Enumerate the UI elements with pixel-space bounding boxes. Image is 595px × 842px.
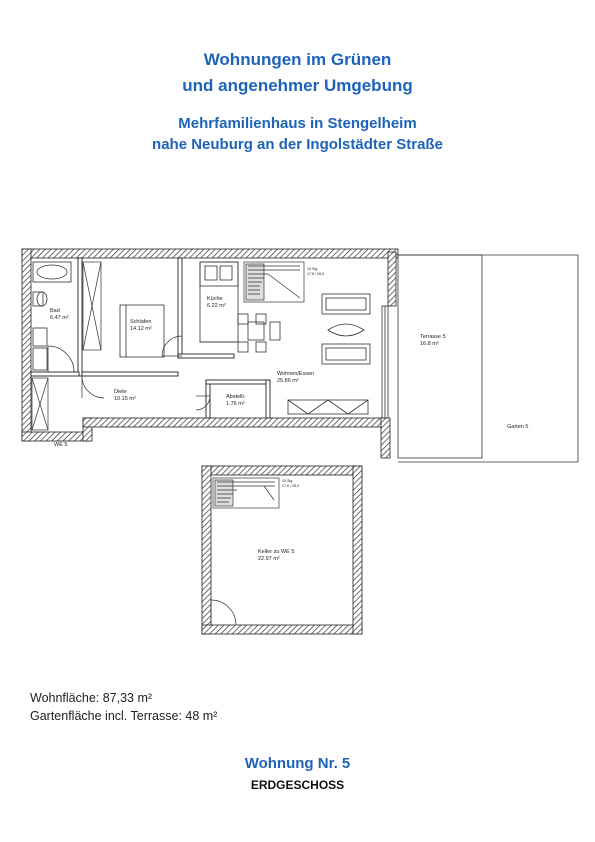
- bathtub-basin-icon: [37, 265, 67, 279]
- floor-title: ERDGESCHOSS: [250, 778, 345, 792]
- armchair-icon: [322, 344, 370, 364]
- unit-tag: WE 5: [54, 442, 68, 448]
- bath-door-swing-icon: [48, 346, 74, 372]
- room-label-terrasse: Terrasse 5: [420, 334, 446, 340]
- room-area-terrasse: 16.8 m²: [420, 341, 439, 347]
- room-area-keller: 22.97 m²: [258, 556, 280, 562]
- room-label-diele: Diele: [114, 389, 127, 395]
- basement-door: [211, 600, 236, 625]
- room-label-wohnen: Wohnen/Essen: [277, 371, 315, 377]
- stair-note: 15 Stg: [307, 267, 318, 271]
- room-labels: [50, 296, 528, 562]
- room-area-diele: 10.15 m²: [114, 396, 136, 402]
- room-area-abstell: 1.76 m²: [226, 401, 245, 407]
- dining-table-icon: [238, 314, 280, 352]
- coffee-table-icon: [328, 324, 364, 336]
- basement-staircase-icon: [213, 478, 279, 508]
- room-label-abstell: Abstellr.: [226, 394, 246, 400]
- door-swing-icon: [82, 376, 104, 398]
- kitchen-fixtures: [200, 262, 238, 342]
- title-line-1: Wohnungen im Grünen: [203, 50, 392, 69]
- living-furniture: [288, 294, 370, 414]
- door-swing-icon: [211, 600, 236, 625]
- unit-title: Wohnung Nr. 5: [244, 755, 351, 772]
- shower-icon: [33, 348, 47, 370]
- room-area-bad: 6.47 m²: [50, 315, 69, 321]
- room-area-wohnen: 25.86 m²: [277, 378, 299, 384]
- room-area-schlafen: 14.12 m²: [130, 326, 152, 332]
- terrace-area: [398, 255, 482, 458]
- room-label-kueche: Küche: [207, 296, 223, 302]
- basement-stair-note-2: 17,6 / 28,5: [282, 484, 299, 488]
- room-label-keller: Keller zu WE 5: [258, 549, 295, 555]
- terrace-garden: [398, 255, 578, 462]
- room-label-schlafen: Schlafen: [130, 319, 152, 325]
- stair-note-2: 17,6 / 28,5: [307, 272, 324, 276]
- room-label-bad: Bad: [50, 308, 60, 314]
- sofa-icon: [322, 294, 370, 314]
- title-line-2: und angenehmer Umgebung: [182, 76, 413, 95]
- sideboard-icon: [288, 400, 368, 414]
- sink-icon: [33, 328, 47, 346]
- garden-area-text: Gartenfläche incl. Terrasse: 48 m²: [30, 709, 218, 723]
- living-area-text: Wohnfläche: 87,33 m²: [30, 691, 153, 705]
- room-area-kueche: 6.22 m²: [207, 303, 226, 309]
- staircase-icon: [244, 262, 304, 302]
- basement-stair-note: 15 Stg: [282, 479, 293, 483]
- living-window: [382, 306, 388, 418]
- garden-area: [398, 255, 578, 462]
- garden-label: Garten 5: [507, 424, 529, 430]
- kitchen-sink-icon: [205, 266, 217, 280]
- subtitle-line-2: nahe Neuburg an der Ingolstädter Straße: [152, 136, 443, 153]
- subtitle-line-1: Mehrfamilienhaus in Stengelheim: [178, 115, 417, 132]
